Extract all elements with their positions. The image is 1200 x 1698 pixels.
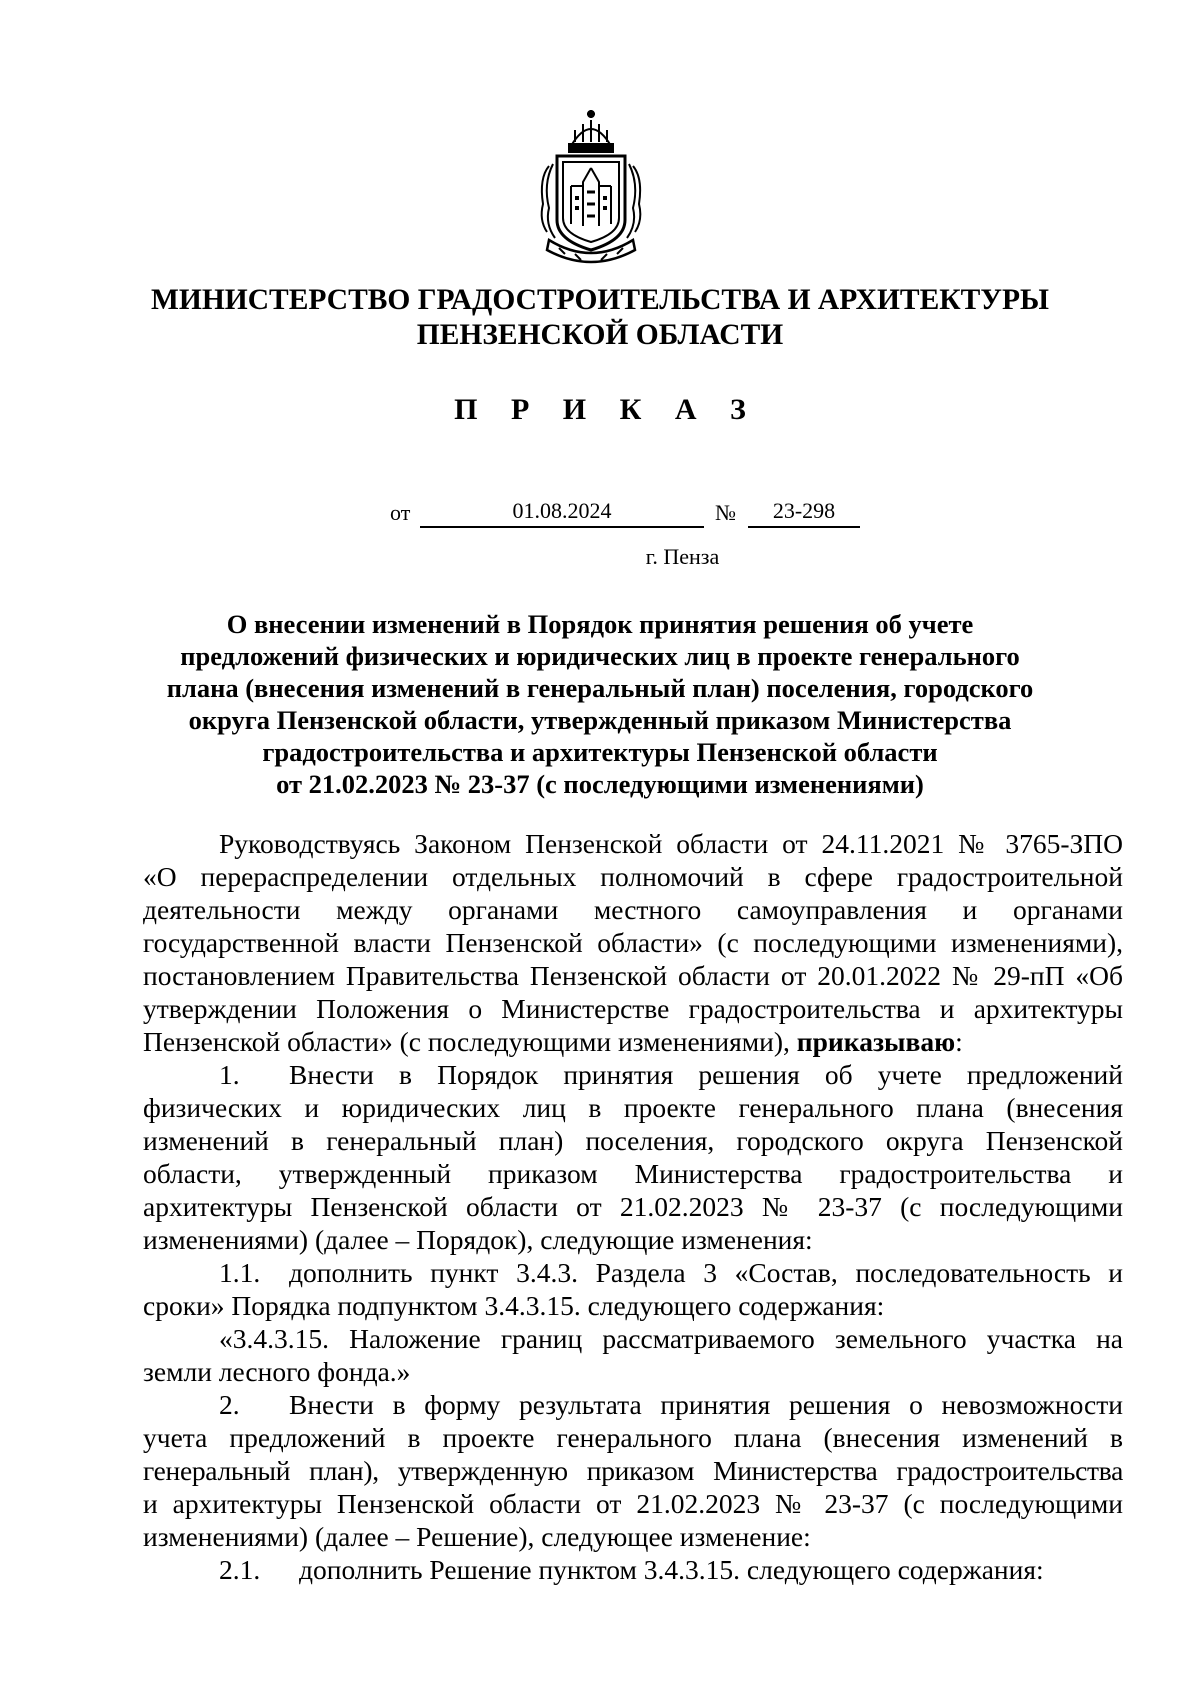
body-line: Руководствуясь Законом Пензенской области от 24.11.2021 № 3765-ЗПО: [219, 828, 1123, 859]
coat-of-arms-icon: [535, 108, 647, 270]
body-line: «О перераспределении отдельных полномочий в сфере градостроительной: [143, 861, 1123, 892]
body-line: изменениями) (далее – Решение), следующее изменение:: [143, 1521, 811, 1552]
body-line: и архитектуры Пензенской области от 21.02.2023 № 23-37 (с последующими: [143, 1488, 1123, 1519]
intro-last-text: Пензенской области» (с последующими изменениями),: [143, 1026, 797, 1057]
date-label: от: [390, 500, 411, 525]
body-line: земли лесного фонда.»: [143, 1356, 411, 1387]
ministry-name-line2: ПЕНЗЕНСКОЙ ОБЛАСТИ: [416, 319, 784, 351]
body-line: дополнить пункт 3.4.3. Раздела 3 «Состав, последовательность и: [289, 1257, 1123, 1288]
body-line: генеральный план), утвержденную приказом Министерства градостроительства: [143, 1455, 1123, 1486]
body-line: [143, 1026, 1123, 1058]
subject-line: О внесении изменений в Порядок принятия решения об учете: [226, 609, 974, 639]
body-line: государственной власти Пензенской области» (с последующими изменениями),: [143, 927, 1123, 958]
item-number: 1.1.: [219, 1257, 261, 1288]
body-line: деятельности между органами местного самоуправления и органами: [143, 894, 1123, 925]
item-number: 2.1.: [219, 1554, 261, 1585]
body-line: физических и юридических лиц в проекте генерального плана (внесения: [143, 1092, 1123, 1123]
body-line: изменений в генеральный план) поселения, городского округа Пензенской: [143, 1125, 1123, 1156]
body-line: архитектуры Пензенской области от 21.02.2023 № 23-37 (с последующими: [143, 1191, 1123, 1222]
body-line: Внести в форму результата принятия решения о невозможности: [289, 1389, 1123, 1420]
document-type-title: П Р И К А З: [454, 393, 759, 426]
subject-line: округа Пензенской области, утвержденный приказом Министерства: [188, 705, 1012, 735]
item-number: 1.: [219, 1059, 240, 1090]
body-line: утверждении Положения о Министерстве градостроительства и архитектуры: [143, 993, 1123, 1024]
intro-colon: :: [955, 1026, 963, 1057]
body-line: сроки» Порядка подпунктом 3.4.3.15. следующего содержания:: [143, 1290, 885, 1321]
body-line: изменениями) (далее – Порядок), следующие изменения:: [143, 1224, 813, 1255]
order-number: 23-298: [748, 498, 860, 528]
subject-line: от 21.02.2023 № 23-37 (с последующими изменениями): [276, 769, 924, 799]
ministry-name-line1: МИНИСТЕРСТВО ГРАДОСТРОИТЕЛЬСТВА И АРХИТЕКТУРЫ: [151, 284, 1049, 316]
order-verb: приказываю: [796, 1026, 956, 1057]
body-line: дополнить Решение пунктом 3.4.3.15. следующего содержания:: [299, 1554, 1044, 1585]
body-line: «3.4.3.15. Наложение границ рассматриваемого земельного участка на: [219, 1323, 1123, 1354]
body-line: постановлением Правительства Пензенской области от 20.01.2022 № 29-пП «Об: [143, 960, 1123, 991]
body-line: области, утвержденный приказом Министерства градостроительства и: [143, 1158, 1123, 1189]
city: г. Пенза: [645, 544, 720, 569]
subject-line: плана (внесения изменений в генеральный план) поселения, городского: [166, 673, 1034, 703]
number-label: №: [715, 500, 736, 525]
order-date: 01.08.2024: [420, 498, 704, 528]
body-line: учета предложений в проекте генерального плана (внесения изменений в: [143, 1422, 1123, 1453]
item-number: 2.: [219, 1389, 240, 1420]
subject-line: предложений физических и юридических лиц в проекте генерального: [180, 641, 1020, 671]
subject-line: градостроительства и архитектуры Пензенской области: [262, 737, 938, 767]
body-line: Внести в Порядок принятия решения об учете предложений: [289, 1059, 1123, 1090]
